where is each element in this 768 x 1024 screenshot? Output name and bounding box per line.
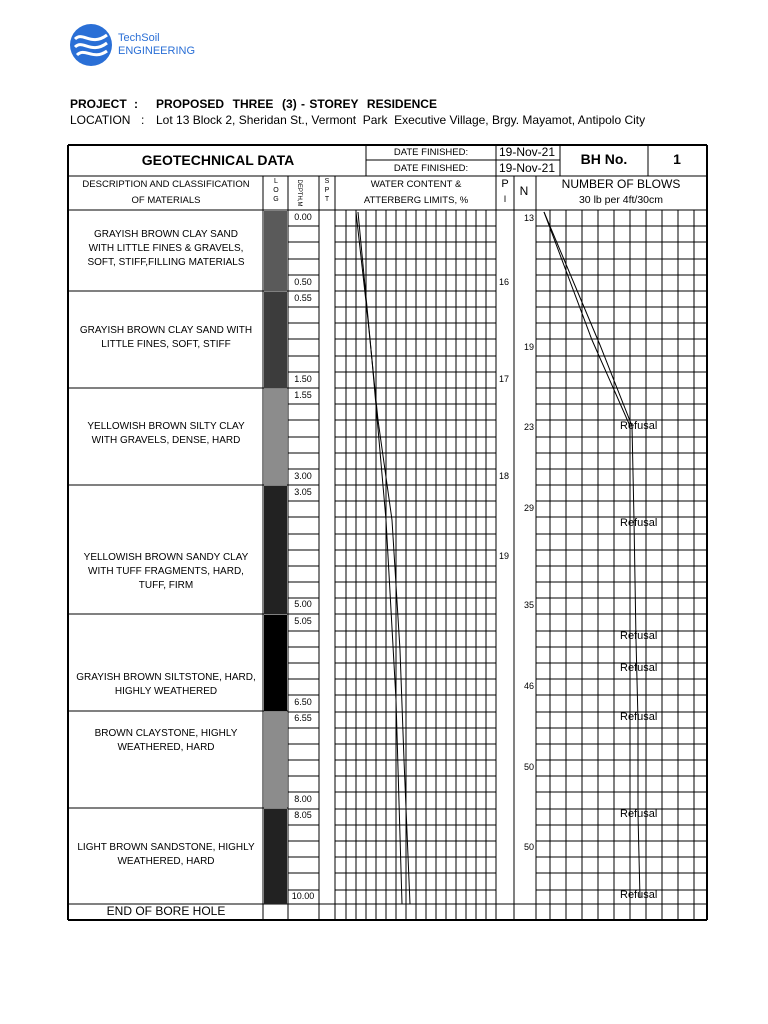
n-value: 50 (523, 762, 534, 772)
table-title: GEOTECHNICAL DATA (141, 152, 295, 168)
col-log: L O G (273, 178, 279, 203)
log-fill-layer-2 (264, 292, 287, 388)
col-depth: DEPTH,M (296, 179, 302, 207)
pi-value: 19 (499, 551, 510, 561)
techsoil-logo-icon (69, 23, 113, 67)
col-water-line1: WATER CONTENT & (370, 179, 462, 190)
location-label: LOCATION (70, 113, 131, 127)
depth-bottom-6: 8.00 (294, 794, 312, 804)
n-value: 35 (523, 600, 534, 610)
refusal-label: Refusal (620, 889, 658, 901)
location-colon: : (141, 113, 145, 127)
pi-value: 17 (499, 374, 510, 384)
col-pi-i: I (503, 194, 507, 204)
depth-bottom-4: 5.00 (294, 599, 312, 609)
log-fill-layer-6 (264, 712, 287, 808)
depth-bottom-2: 1.50 (294, 374, 312, 384)
n-value: 50 (523, 842, 534, 852)
layer-7-description: LIGHT BROWN SANDSTONE, HIGHLY WEATHERED, HARD (77, 842, 255, 867)
depth-top-6: 6.55 (294, 713, 312, 723)
n-value: 23 (523, 422, 534, 432)
date-finished-2: 19-Nov-21 (499, 161, 556, 175)
col-blows-line1: NUMBER OF BLOWS (561, 177, 681, 191)
col-water-line2: ATTERBERG LIMITS, % (363, 195, 469, 206)
depth-top-5: 5.05 (294, 616, 312, 626)
col-description-line2: OF MATERIALS (131, 195, 201, 206)
date-finished-label-2: DATE FINISHED: (393, 163, 469, 174)
n-value: 19 (523, 342, 534, 352)
depth-top-2: 0.55 (294, 293, 312, 303)
location-value: Lot 13 Block 2, Sheridan St., Vermont Park Executive Village, Brgy. Mayamot, Antipolo City (156, 113, 646, 127)
col-blows-line2: 30 lb per 4ft/30cm (578, 194, 664, 206)
depth-bottom-3: 3.00 (294, 471, 312, 481)
project-value: PROPOSED THREE (3) - STOREY RESIDENCE (156, 97, 437, 111)
log-fill-layer-5 (264, 615, 287, 711)
layer-3-description: YELLOWISH BROWN SILTY CLAY WITH GRAVELS, DENSE, HARD (87, 421, 245, 446)
col-pi-p: P (501, 178, 509, 190)
atterberg-line (358, 212, 402, 904)
blow-count-line (544, 212, 640, 898)
layer-5-description: GRAYISH BROWN SILTSTONE, HARD, HIGHLY WEATHERED (76, 672, 256, 697)
refusal-label: Refusal (620, 662, 658, 674)
blow-count-line (544, 212, 630, 426)
layer-2-description: GRAYISH BROWN CLAY SAND WITH LITTLE FINES, SOFT, STIFF (79, 325, 253, 350)
refusal-label: Refusal (620, 517, 658, 529)
layer-1-description: GRAYISH BROWN CLAY SAND WITH LITTLE FINES & GRAVELS, SOFT, STIFF,FILLING MATERIALS (87, 229, 245, 268)
log-fill-layer-1 (264, 211, 287, 291)
col-n: N (519, 184, 529, 198)
project-label: PROJECT (70, 97, 127, 111)
company-name-line1: TechSoil (118, 32, 160, 44)
log-fill-layer-4 (264, 486, 287, 614)
layer-6-description: BROWN CLAYSTONE, HIGHLY WEATHERED, HARD (94, 728, 238, 753)
project-colon: : (134, 97, 138, 111)
refusal-label: Refusal (620, 630, 658, 642)
date-finished-1: 19-Nov-21 (499, 145, 556, 159)
depth-bottom-7: 10.00 (291, 891, 315, 901)
depth-top-7: 8.05 (294, 810, 312, 820)
refusal-label: Refusal (620, 711, 658, 723)
depth-top-1: 0.00 (294, 212, 312, 222)
pi-value: 16 (499, 277, 510, 287)
n-value: 46 (523, 681, 534, 691)
bh-label: BH No. (580, 151, 628, 167)
water-content-line (356, 212, 410, 904)
company-name-line2: ENGINEERING (118, 45, 196, 57)
n-value: 29 (523, 503, 534, 513)
depth-bottom-1: 0.50 (294, 277, 312, 287)
refusal-label: Refusal (620, 808, 658, 820)
n-value: 13 (523, 213, 534, 223)
end-of-bore-hole: END OF BORE HOLE (106, 904, 226, 918)
log-fill-layer-3 (264, 389, 287, 485)
layer-4-description: YELLOWISH BROWN SANDY CLAY WITH TUFF FRAGMENTS, HARD, TUFF, FIRM (83, 552, 249, 591)
depth-top-3: 1.55 (294, 390, 312, 400)
refusal-label: Refusal (620, 420, 658, 432)
log-fill-layer-7 (264, 809, 287, 904)
date-finished-label-1: DATE FINISHED: (393, 147, 469, 158)
col-description-line1: DESCRIPTION AND CLASSIFICATION (82, 179, 250, 190)
depth-bottom-5: 6.50 (294, 697, 312, 707)
col-spt: S P T (324, 178, 330, 203)
depth-top-4: 3.05 (294, 487, 312, 497)
pi-value: 18 (499, 471, 510, 481)
bh-number: 1 (673, 151, 681, 167)
